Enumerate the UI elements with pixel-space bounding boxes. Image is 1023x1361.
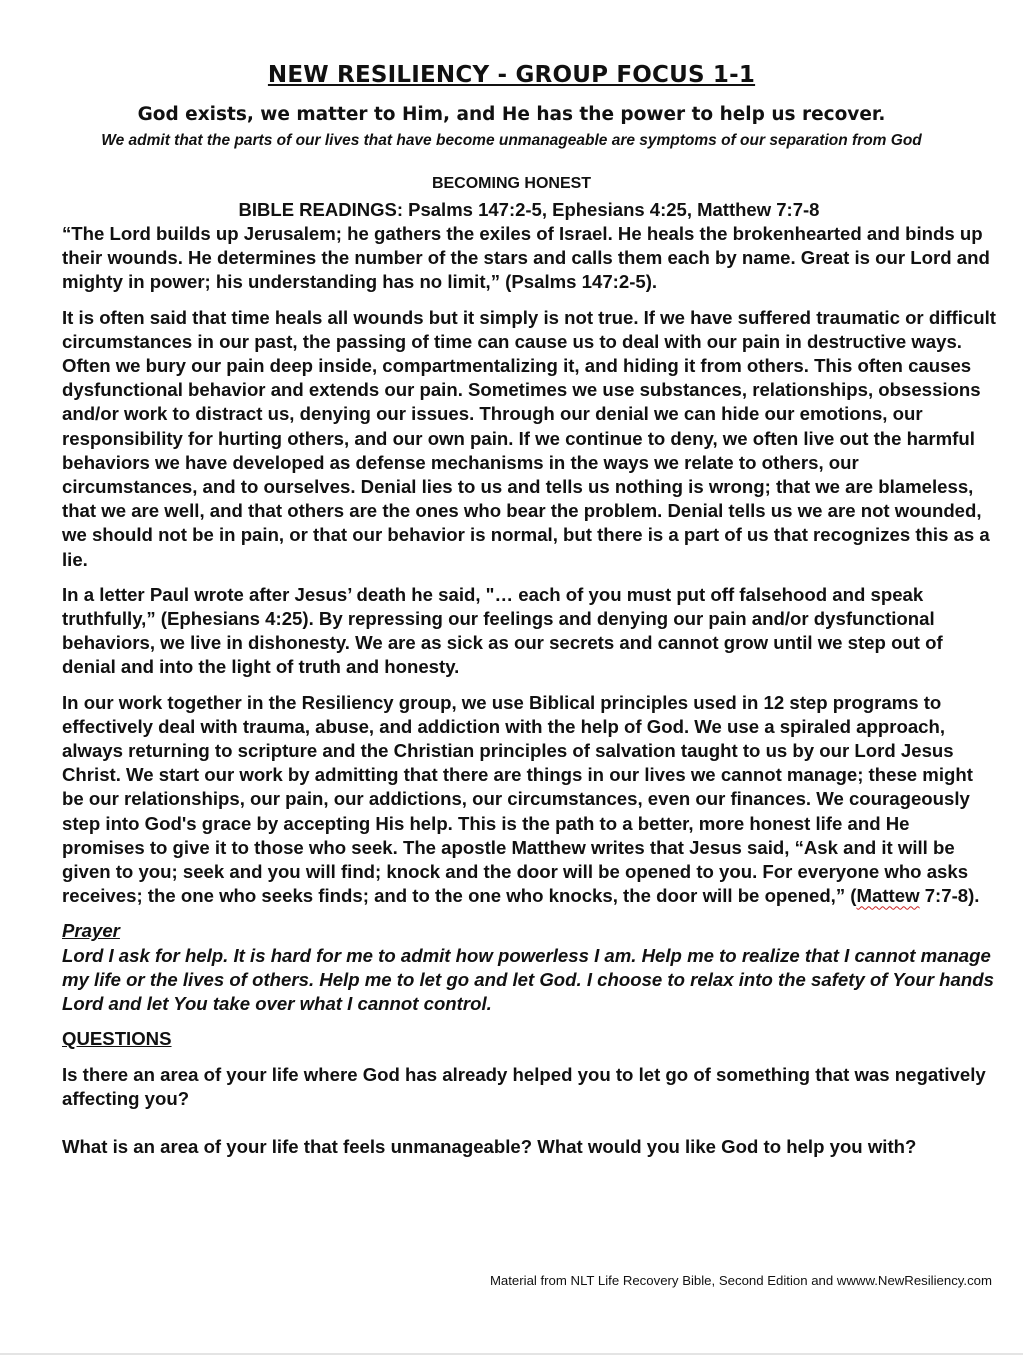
denial-paragraph: It is often said that time heals all wounds but it simply is not true. If we have suffered traumatic or difficult circumstances in our past, the passing of time can cause us to deal with our pain in destructive ways. Often we bury our pain deep inside, compartmentalizing it, and hiding it from others. This often causes dysfunctional behavior and extends our pain. Sometimes we use substances, relationships, obsessions and/or work to distract us, denying our issues. Through our denial we can hide our emotions, our responsibility for hurting others, and our own pain. If we continue to deny, we often live out the harmful behaviors we have developed as defense mechanisms in the ways we relate to others, our circumstances, and to ourselves. Denial lies to us and tells us nothing is wrong; that we are blameless, that we are well, and that others are the ones who bear the problem. Denial tells us we are not wounded, we should not be in pain, or that our behavior is normal, but there is a part of us that recognizes this as a lie. <box>62 306 996 570</box>
document-body <box>62 222 997 1183</box>
page-tagline: We admit that the parts of our lives that have become unmanageable are symptoms of our separation from God <box>101 132 922 149</box>
misspelled-word: Mattew <box>856 885 920 907</box>
bible-readings: BIBLE READINGS: Psalms 147:2-5, Ephesians 4:25, Matthew 7:7-8 <box>238 199 820 220</box>
question-item: Is there an area of your life where God has already helped you to let go of something that was negatively affecting you? <box>62 1063 986 1109</box>
prayer-heading: Prayer <box>62 920 120 942</box>
honesty-paragraph: In a letter Paul wrote after Jesus’ death he said, "… each of you must put off falsehood and speak truthfully,” (Ephesians 4:25). By repressing our feelings and denying our pain and/or dysfunctional behaviors, we live in dishonesty. We are as sick as our secrets and cannot grow until we step out of denial and into the light of truth and honesty. <box>62 583 943 678</box>
page-bottom-divider <box>0 1353 1023 1355</box>
resiliency-group-text: In our work together in the Resiliency group, we use Biblical principles used in 12 step programs to effectively deal with trauma, abuse, and addiction with the help of God. We use a spiraled approach, always returning to scripture and the Christian principles of salvation taught to us by our Lord Jesus Christ. We start our work by admitting that there are things in our lives we cannot manage; these might be our relationships, our pain, our addictions, our circumstances, even our finances. We courageously step into God's grace by accepting His help. This is the path to a better, more honest life and He promises to give it to those who seek. The apostle Matthew writes that Jesus said, “Ask and it will be given to you; seek and you will find; knock and the door will be opened to you. For everyone who asks receives; the one who seeks finds; and to the one who knocks, the door will be opened,” ( <box>62 691 973 907</box>
section-heading: BECOMING HONEST <box>431 175 592 192</box>
scripture-quote-paragraph: “The Lord builds up Jerusalem; he gathers the exiles of Israel. He heals the brokenhearted and binds up their wounds. He determines the number of the stars and calls them each by name. Great is our Lord and mighty in power; his understanding has no limit,” (Psalms 147:2-5). <box>62 223 990 293</box>
footer-credit: Material from NLT Life Recovery Bible, Second Edition and wwww.NewResiliency.com <box>489 1273 992 1288</box>
questions-heading: QUESTIONS <box>62 1028 172 1050</box>
prayer-text: Lord I ask for help. It is hard for me to admit how powerless I am. Help me to realize that I cannot manage my life or the lives of others. Help me to let go and let God. I choose to relax into the safety of Your hands Lord and let You take over what I cannot control. <box>62 944 994 1015</box>
resiliency-group-paragraph <box>62 691 997 909</box>
page-title: NEW RESILIENCY - GROUP FOCUS 1-1 <box>267 62 756 88</box>
question-item: What is an area of your life that feels unmanageable? What would you like God to help you with? <box>62 1135 917 1157</box>
page-subtitle: God exists, we matter to Him, and He has the power to help us recover. <box>137 104 886 125</box>
resiliency-group-text-end: 7:7-8). <box>919 885 980 907</box>
